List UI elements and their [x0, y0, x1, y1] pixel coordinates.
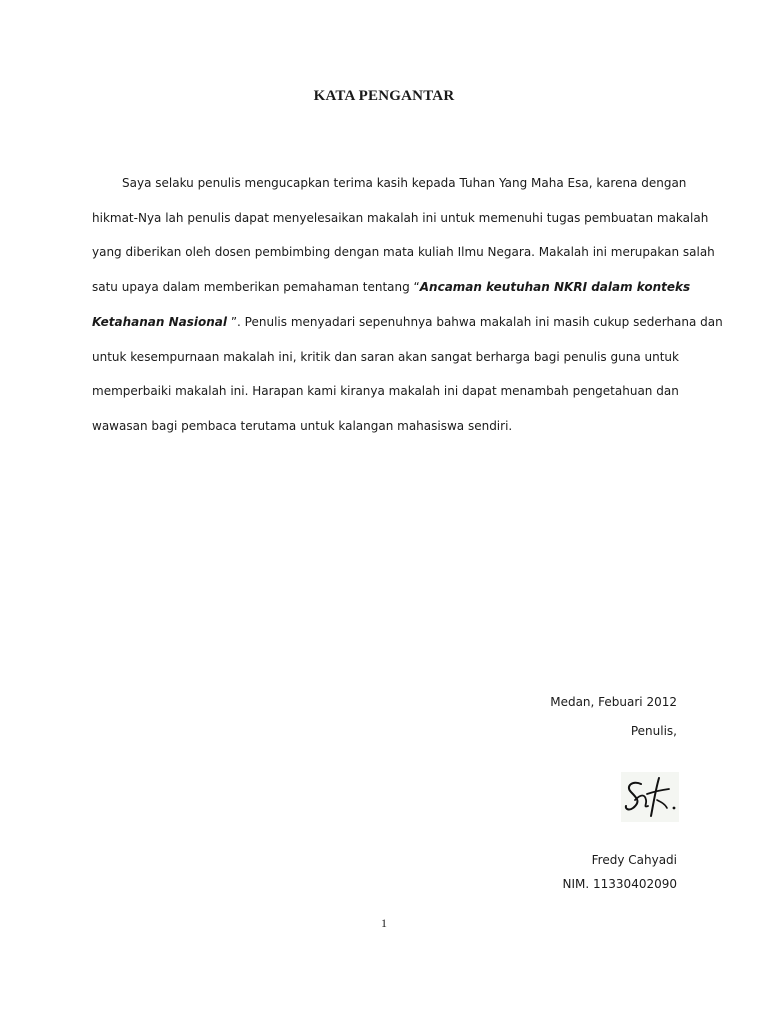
paragraph-line: hikmat-Nya lah penulis dapat menyelesaikan makalah ini untuk memenuhi tugas pembuatan makalah [92, 210, 709, 225]
place-date: Medan, Febuari 2012 [550, 695, 677, 709]
emphasized-topic: Ancaman keutuhan NKRI dalam konteks [419, 280, 691, 295]
paragraph-text: ”. Penulis menyadari sepenuhnya bahwa makalah ini masih cukup sederhana dan [227, 314, 723, 329]
page-number: 1 [381, 916, 387, 930]
paragraph-line [92, 270, 691, 305]
paragraph-line: untuk kesempurnaan makalah ini, kritik dan saran akan sangat berharga bagi penulis guna untuk [92, 349, 679, 364]
paragraph-line: wawasan bagi pembaca terutama untuk kalangan mahasiswa sendiri. [92, 418, 513, 433]
page-title: KATA PENGANTAR [313, 88, 455, 104]
student-id: NIM. 11330402090 [562, 877, 677, 891]
paragraph-line: memperbaiki makalah ini. Harapan kami kiranya makalah ini dapat menambah pengetahuan dan [92, 384, 679, 399]
author-name: Fredy Cahyadi [591, 853, 677, 867]
paragraph-text: satu upaya dalam memberikan pemahaman tentang “ [92, 280, 420, 295]
emphasized-topic: Ketahanan Nasional [92, 314, 228, 329]
author-role: Penulis, [630, 724, 677, 738]
paragraph-line [92, 305, 723, 340]
paragraph-line: yang diberikan oleh dosen pembimbing dengan mata kuliah Ilmu Negara. Makalah ini merupakan salah [92, 245, 715, 260]
body-paragraph [92, 166, 723, 444]
paragraph-line: Saya selaku penulis mengucapkan terima kasih kepada Tuhan Yang Maha Esa, karena dengan [122, 176, 687, 190]
signature-image [621, 772, 679, 822]
signature-icon [621, 772, 679, 822]
